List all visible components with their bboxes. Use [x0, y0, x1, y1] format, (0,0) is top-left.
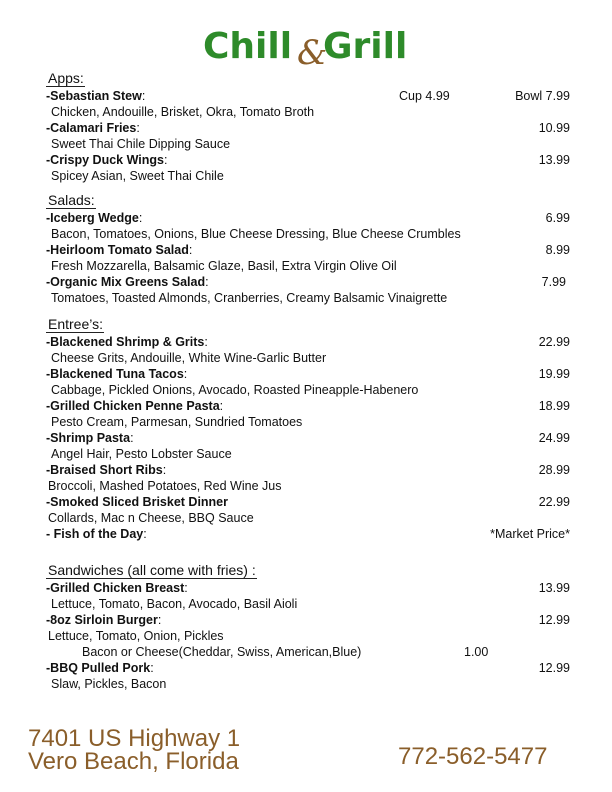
item-colon: :: [138, 211, 143, 225]
item-description: Fresh Mozzarella, Balsamic Glaze, Basil, Extra Virgin Olive Oil: [51, 259, 397, 273]
menu-item: [46, 242, 576, 258]
item-colon: :: [130, 431, 134, 445]
item-name: -Calamari Fries: [46, 121, 137, 135]
item-colon: :: [157, 613, 162, 627]
item-name: -Heirloom Tomato Salad: [46, 243, 189, 257]
item-addon: [46, 644, 576, 660]
item-colon: :: [163, 153, 168, 167]
item-price: 24.99: [538, 431, 570, 445]
item-description: Sweet Thai Chile Dipping Sauce: [51, 137, 231, 151]
menu-item: [46, 526, 576, 542]
item-name: -Blackened Tuna Tacos: [46, 367, 184, 381]
menu-item: [46, 660, 576, 676]
item-price: 18.99: [538, 399, 570, 413]
menu-item: [46, 88, 576, 104]
menu: [46, 70, 576, 692]
item-price: 12.99: [538, 661, 570, 675]
item-price: 7.99: [541, 275, 566, 289]
menu-item: [46, 430, 576, 446]
item-name: -Shrimp Pasta: [46, 431, 131, 445]
item-price: 13.99: [538, 581, 570, 595]
section-sandwiches: [46, 562, 576, 692]
item-description: Chicken, Andouille, Brisket, Okra, Tomato Broth: [51, 105, 315, 119]
item-colon: :: [219, 399, 224, 413]
phone-number: 772-562-5477: [398, 743, 548, 770]
address-line-2: Vero Beach, Florida: [28, 748, 239, 775]
item-name: -BBQ Pulled Pork: [46, 661, 151, 675]
item-description: Lettuce, Tomato, Bacon, Avocado, Basil Aioli: [51, 597, 298, 611]
addon-text: Bacon or Cheese(Cheddar, Swiss, American,Blue): [82, 645, 362, 659]
item-colon: :: [141, 89, 146, 103]
item-description: Spicey Asian, Sweet Thai Chile: [51, 169, 224, 183]
item-colon: :: [150, 661, 154, 675]
item-price: 10.99: [538, 121, 570, 135]
item-colon: :: [136, 121, 140, 135]
address-line-1: 7401 US Highway 1: [28, 725, 241, 752]
item-price: Bowl 7.99: [515, 89, 570, 103]
section-title: Salads:: [48, 192, 95, 208]
item-description: Cheese Grits, Andouille, White Wine-Garlic Butter: [51, 351, 327, 365]
item-price: 19.99: [538, 367, 570, 381]
menu-item: [46, 120, 576, 136]
item-name: -Iceberg Wedge: [46, 211, 139, 225]
menu-item: [46, 612, 576, 628]
addon-price: 1.00: [464, 645, 489, 659]
item-name: -Braised Short Ribs: [46, 463, 163, 477]
logo-ampersand: &: [297, 33, 328, 73]
item-name: -Smoked Sliced Brisket Dinner: [46, 495, 229, 509]
item-description: Broccoli, Mashed Potatoes, Red Wine Jus: [48, 479, 282, 493]
item-name: - Fish of the Day: [46, 527, 144, 541]
menu-item: [46, 494, 576, 510]
menu-item: [46, 334, 576, 350]
item-name: -Sebastian Stew: [46, 89, 142, 103]
section-title: Apps:: [48, 70, 84, 86]
item-description: Collards, Mac n Cheese, BBQ Sauce: [48, 511, 254, 525]
section-title: Entree’s:: [48, 316, 103, 332]
item-name: -Crispy Duck Wings: [46, 153, 164, 167]
chill-and-grill-logo: [201, 18, 411, 74]
item-description: Pesto Cream, Parmesan, Sundried Tomatoes: [51, 415, 303, 429]
item-colon: :: [183, 367, 188, 381]
menu-item: [46, 462, 576, 478]
menu-item: [46, 580, 576, 596]
item-description: Bacon, Tomatoes, Onions, Blue Cheese Dressing, Blue Cheese Crumbles: [51, 227, 461, 241]
address: [28, 727, 240, 773]
item-description: Slaw, Pickles, Bacon: [51, 677, 167, 691]
item-colon: :: [162, 463, 167, 477]
section-entrees: [46, 316, 576, 542]
section-salads: [46, 192, 576, 306]
item-cup-price: Cup 4.99: [399, 89, 450, 103]
item-price: 13.99: [538, 153, 570, 167]
menu-item: [46, 366, 576, 382]
menu-item: [46, 210, 576, 226]
item-name: -Grilled Chicken Penne Pasta: [46, 399, 220, 413]
item-description: Lettuce, Tomato, Onion, Pickles: [48, 629, 224, 643]
item-price: 8.99: [545, 243, 570, 257]
item-colon: :: [204, 335, 208, 349]
item-description: Tomatoes, Toasted Almonds, Cranberries, Creamy Balsamic Vinaigrette: [51, 291, 448, 305]
item-colon: :: [143, 527, 147, 541]
item-price: 28.99: [538, 463, 570, 477]
item-name: -Grilled Chicken Breast: [46, 581, 185, 595]
item-name: -8oz Sirloin Burger: [46, 613, 158, 627]
item-colon: :: [184, 581, 188, 595]
logo-word-grill: Grill: [323, 26, 408, 67]
item-description: Angel Hair, Pesto Lobster Sauce: [51, 447, 232, 461]
item-price: 6.99: [545, 211, 570, 225]
item-colon: :: [188, 243, 193, 257]
item-colon: :: [205, 275, 209, 289]
item-price: *Market Price*: [490, 527, 570, 541]
menu-item: [46, 152, 576, 168]
item-price: 22.99: [538, 495, 570, 509]
item-name: -Organic Mix Greens Salad: [46, 275, 206, 289]
section-apps: [46, 70, 576, 184]
menu-item: [46, 398, 576, 414]
logo-word-chill: Chill: [203, 26, 293, 67]
item-description: Cabbage, Pickled Onions, Avocado, Roasted Pineapple-Habenero: [51, 383, 419, 397]
section-title: Sandwiches (all come with fries) :: [48, 562, 256, 578]
item-price: 22.99: [538, 335, 570, 349]
item-price: 12.99: [538, 613, 570, 627]
menu-item: [46, 274, 576, 290]
item-name: -Blackened Shrimp & Grits: [46, 335, 205, 349]
